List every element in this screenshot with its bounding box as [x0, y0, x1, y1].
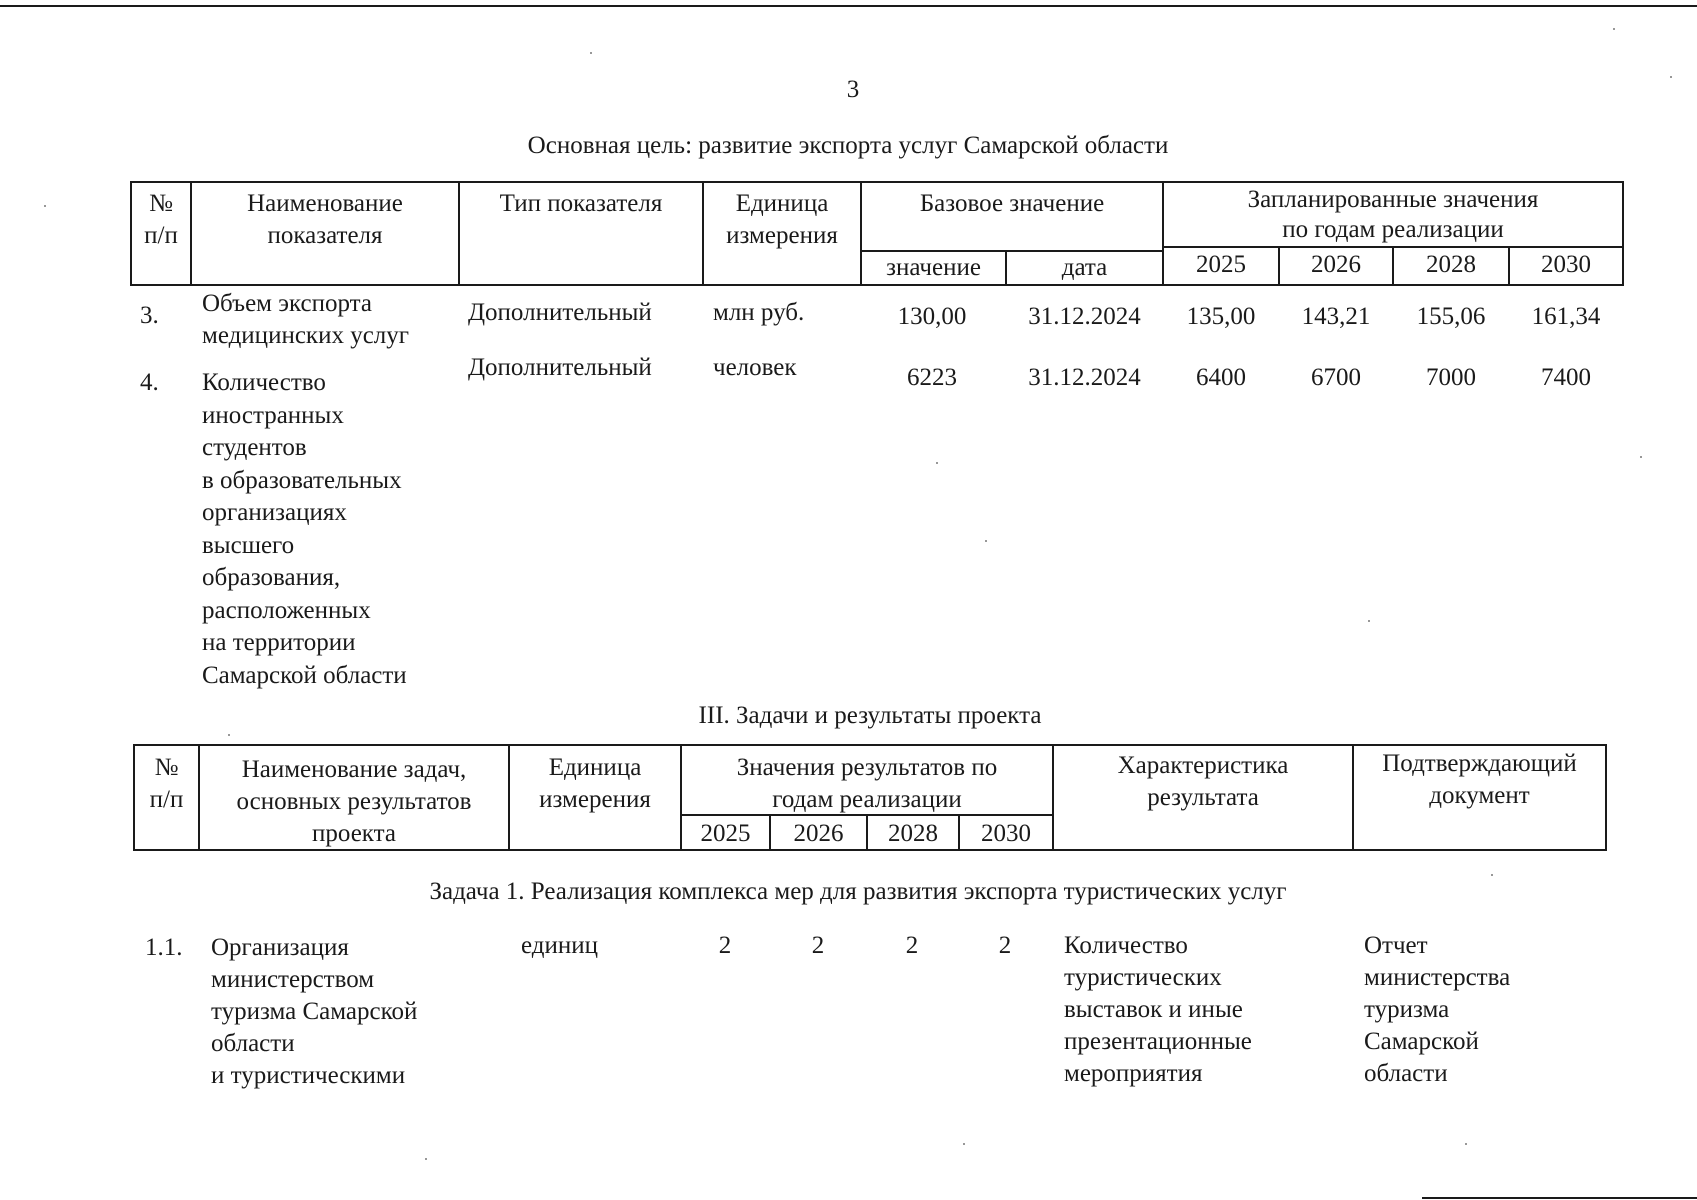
- scan-speck: [425, 1158, 427, 1160]
- t2-header-characteristic: Характеристика результата: [1117, 752, 1289, 811]
- task-row-value: 2: [811, 932, 825, 959]
- page-number: 3: [846, 76, 860, 103]
- t1-header-planned: Запланированные значения по годам реализации: [1247, 186, 1539, 243]
- scan-speck: [1613, 28, 1615, 30]
- t1-row-type: Дополнительный: [468, 354, 652, 381]
- scan-speck: [590, 52, 592, 54]
- t1-header-num: № п/п: [144, 190, 178, 249]
- t1-row-value: 7000: [1426, 364, 1476, 391]
- t1-row-value: 135,00: [1186, 303, 1256, 330]
- t2-header-document: Подтверждающий документ: [1382, 750, 1577, 809]
- t1-row-value: 161,34: [1531, 303, 1601, 330]
- section-heading: III. Задачи и результаты проекта: [698, 702, 1042, 729]
- bottom-edge-line: [1422, 1197, 1697, 1199]
- scan-speck: [985, 540, 987, 542]
- t1-row-type: Дополнительный: [468, 299, 652, 326]
- scan-speck: [1670, 76, 1672, 78]
- t1-row-name: Объем экспорта медицинских услуг: [202, 290, 410, 349]
- t1-header-name: Наименование показателя: [247, 190, 403, 249]
- t1-row-num: 4.: [140, 369, 159, 396]
- top-edge-line: [0, 5, 1697, 7]
- t1-row-num: 3.: [140, 302, 159, 329]
- t1-header-date: дата: [1061, 254, 1108, 281]
- t2-header-values: Значения результатов по годам реализации: [736, 754, 998, 813]
- scan-speck: [1640, 456, 1642, 458]
- t1-row-value: 7400: [1541, 364, 1591, 391]
- t1-row-base-date: 31.12.2024: [1028, 364, 1141, 391]
- t2-header-year: 2030: [981, 820, 1031, 847]
- scan-speck: [936, 462, 938, 464]
- task-row-value: 2: [718, 932, 732, 959]
- goal-heading: Основная цель: развитие экспорта услуг Самарской области: [527, 132, 1169, 159]
- t1-header-year: 2028: [1426, 251, 1476, 278]
- t1-header-unit: Единица измерения: [726, 190, 838, 249]
- t1-header-type: Тип показателя: [499, 190, 663, 217]
- task-row-value: 2: [998, 932, 1012, 959]
- t1-row-base-date: 31.12.2024: [1028, 303, 1141, 330]
- t1-row-unit: человек: [713, 354, 797, 381]
- task-row-characteristic: Количество туристических выставок и иные презентационные мероприятия: [1064, 932, 1252, 1087]
- t1-row-name: Количество иностранных студентов в образовательных организациях высшего образования, расположенных на территории Самарской области: [202, 369, 407, 689]
- t1-header-value: значение: [886, 254, 981, 281]
- task-row-unit: единиц: [521, 932, 599, 959]
- t2-header-year: 2028: [888, 820, 938, 847]
- t1-header-year: 2025: [1196, 251, 1246, 278]
- t1-header-base: Базовое значение: [919, 190, 1105, 217]
- task-row-value: 2: [905, 932, 919, 959]
- scan-speck: [44, 205, 46, 207]
- scan-speck: [1368, 620, 1370, 622]
- t1-header-year: 2026: [1311, 251, 1361, 278]
- scan-speck: [963, 1143, 965, 1145]
- task-row-num: 1.1.: [145, 934, 183, 961]
- t1-row-unit: млн руб.: [713, 299, 805, 326]
- task-heading: Задача 1. Реализация комплекса мер для развития экспорта туристических услуг: [429, 878, 1287, 905]
- task-row-name: Организация министерством туризма Самарской области и туристическими: [211, 934, 418, 1089]
- t1-row-value: 143,21: [1301, 303, 1371, 330]
- t2-header-unit: Единица измерения: [539, 754, 651, 813]
- t1-row-base-value: 6223: [907, 364, 957, 391]
- t1-row-value: 155,06: [1416, 303, 1486, 330]
- t1-header-year: 2030: [1541, 251, 1591, 278]
- t2-header-year: 2025: [700, 820, 751, 847]
- scan-speck: [1465, 1143, 1467, 1145]
- t2-header-name: Наименование задач, основных результатов проекта: [236, 756, 472, 847]
- t2-header-num: № п/п: [149, 754, 184, 813]
- t1-row-value: 6400: [1196, 364, 1246, 391]
- t1-row-base-value: 130,00: [897, 303, 967, 330]
- task-row-document: Отчет министерства туризма Самарской области: [1364, 932, 1511, 1087]
- t1-row-value: 6700: [1311, 364, 1361, 391]
- scan-speck: [1491, 874, 1493, 876]
- t2-header-year: 2026: [793, 820, 844, 847]
- scan-speck: [228, 734, 230, 736]
